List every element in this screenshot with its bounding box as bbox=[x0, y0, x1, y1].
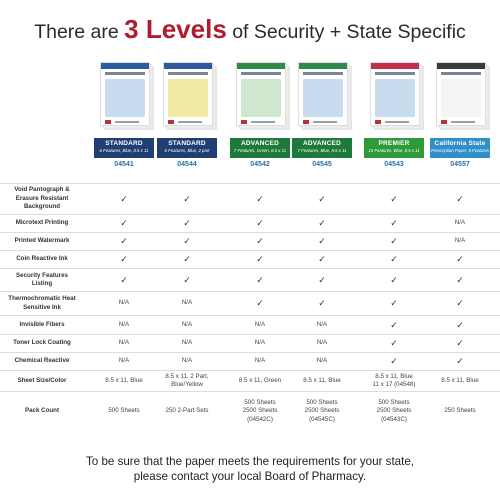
paper-pack-image bbox=[100, 62, 150, 126]
flag-icon bbox=[375, 120, 381, 124]
paper-meta-mark bbox=[313, 121, 337, 123]
table-cell: 500 Sheets 2500 Sheets (04543C) bbox=[376, 398, 412, 423]
table-cell: N/A bbox=[118, 357, 130, 365]
table-row bbox=[0, 334, 500, 352]
paper-sheet-sample bbox=[105, 79, 145, 117]
table-row bbox=[0, 352, 500, 370]
product-code: 04545 bbox=[312, 161, 332, 168]
check-icon: ✓ bbox=[390, 236, 398, 247]
product-name: STANDARD bbox=[168, 140, 206, 147]
table-cell: N/A bbox=[454, 237, 466, 245]
paper-meta-mark bbox=[115, 121, 139, 123]
table-cell: 250 2-Part Sets bbox=[165, 407, 209, 415]
product-name: ADVANCED bbox=[241, 140, 279, 147]
feature-label: Printed Watermark bbox=[14, 237, 70, 245]
feature-label: Sheet Size/Color bbox=[17, 376, 67, 384]
table-cell: N/A bbox=[254, 339, 266, 347]
check-icon: ✓ bbox=[256, 193, 264, 204]
product-code: 04543 bbox=[384, 161, 404, 168]
product-description: 6 Features, Blue, 8.5 x 11 bbox=[99, 148, 149, 153]
paper-title-mark bbox=[241, 72, 281, 75]
table-cell: N/A bbox=[181, 299, 193, 307]
table-row bbox=[0, 268, 500, 291]
table-cell: N/A bbox=[254, 320, 266, 328]
product-name: PREMIER bbox=[378, 140, 410, 147]
feature-label: Pack Count bbox=[24, 407, 60, 415]
check-icon: ✓ bbox=[256, 218, 264, 229]
headline-emphasis: 3 Levels bbox=[124, 14, 227, 44]
check-icon: ✓ bbox=[456, 319, 464, 330]
paper-band bbox=[437, 63, 485, 69]
check-icon: ✓ bbox=[390, 338, 398, 349]
product-label bbox=[230, 138, 290, 158]
flag-icon bbox=[105, 120, 111, 124]
headline-suffix: of Security + State Specific bbox=[226, 21, 466, 43]
paper-sheet-sample bbox=[241, 79, 281, 117]
table-cell: 8.5 x 11, Blue 11 x 17 (04548) bbox=[372, 372, 416, 388]
table-cell: N/A bbox=[181, 320, 193, 328]
footer-note bbox=[0, 455, 500, 484]
check-icon: ✓ bbox=[318, 254, 326, 265]
paper-band bbox=[237, 63, 285, 69]
table-cell: 8.5 x 11, Blue bbox=[303, 376, 341, 384]
flag-icon bbox=[168, 120, 174, 124]
product-description: 7 Features, Green, 8.5 x 11 bbox=[233, 148, 287, 153]
product-card bbox=[157, 62, 217, 180]
flag-icon bbox=[241, 120, 247, 124]
check-icon: ✓ bbox=[390, 218, 398, 229]
check-icon: ✓ bbox=[120, 193, 128, 204]
check-icon: ✓ bbox=[390, 193, 398, 204]
product-code: 04541 bbox=[114, 161, 134, 168]
product-code: 04557 bbox=[450, 161, 470, 168]
paper-sheet-sample bbox=[375, 79, 415, 117]
paper-title-mark bbox=[105, 72, 145, 75]
table-cell: 8.5 x 11, Blue bbox=[441, 376, 479, 384]
table-cell: N/A bbox=[316, 339, 328, 347]
feature-label: Microtext Printing bbox=[15, 219, 69, 227]
table-cell: N/A bbox=[181, 357, 193, 365]
product-name: ADVANCED bbox=[303, 140, 341, 147]
headline-prefix: There are bbox=[34, 21, 125, 43]
table-row bbox=[0, 370, 500, 391]
product-label bbox=[364, 138, 424, 158]
feature-label: Toner Lock Coating bbox=[13, 339, 71, 347]
table-cell: 500 Sheets 2500 Sheets (04545C) bbox=[304, 398, 340, 423]
check-icon: ✓ bbox=[456, 193, 464, 204]
table-cell: N/A bbox=[454, 219, 466, 227]
check-icon: ✓ bbox=[318, 236, 326, 247]
feature-label: Invisible Fibers bbox=[19, 320, 65, 328]
check-icon: ✓ bbox=[390, 254, 398, 265]
check-icon: ✓ bbox=[390, 356, 398, 367]
table-cell: 500 Sheets 2500 Sheets (04542C) bbox=[242, 398, 278, 423]
footer-line-1: To be sure that the paper meets the requirements for your state, bbox=[85, 455, 415, 468]
table-cell: 500 Sheets bbox=[108, 407, 140, 415]
product-description: 6 Features, Blue, 2 part bbox=[164, 148, 210, 153]
paper-band bbox=[299, 63, 347, 69]
check-icon: ✓ bbox=[256, 274, 264, 285]
feature-label: Coin Reactive Ink bbox=[16, 255, 68, 263]
paper-meta-mark bbox=[251, 121, 275, 123]
product-name: STANDARD bbox=[105, 140, 143, 147]
table-row bbox=[0, 391, 500, 431]
check-icon: ✓ bbox=[456, 254, 464, 265]
paper-meta-mark bbox=[178, 121, 202, 123]
paper-band bbox=[164, 63, 212, 69]
check-icon: ✓ bbox=[456, 298, 464, 309]
product-description: 7 Features, Blue, 8.5 x 11 bbox=[297, 148, 347, 153]
check-icon: ✓ bbox=[390, 274, 398, 285]
check-icon: ✓ bbox=[120, 274, 128, 285]
product-code: 04544 bbox=[177, 161, 197, 168]
table-row bbox=[0, 315, 500, 334]
check-icon: ✓ bbox=[456, 338, 464, 349]
paper-sheet-sample bbox=[168, 79, 208, 117]
product-card bbox=[94, 62, 154, 180]
check-icon: ✓ bbox=[183, 274, 191, 285]
paper-band bbox=[101, 63, 149, 69]
table-row bbox=[0, 183, 500, 214]
paper-pack-image bbox=[436, 62, 486, 126]
table-cell: N/A bbox=[316, 320, 328, 328]
product-card bbox=[292, 62, 352, 180]
check-icon: ✓ bbox=[390, 298, 398, 309]
check-icon: ✓ bbox=[318, 274, 326, 285]
check-icon: ✓ bbox=[318, 218, 326, 229]
table-cell: N/A bbox=[254, 357, 266, 365]
paper-title-mark bbox=[168, 72, 208, 75]
check-icon: ✓ bbox=[183, 254, 191, 265]
check-icon: ✓ bbox=[318, 193, 326, 204]
table-cell: 8.5 x 11, Blue bbox=[105, 376, 143, 384]
check-icon: ✓ bbox=[183, 218, 191, 229]
check-icon: ✓ bbox=[256, 298, 264, 309]
paper-title-mark bbox=[303, 72, 343, 75]
check-icon: ✓ bbox=[183, 236, 191, 247]
product-code: 04542 bbox=[250, 161, 270, 168]
table-row bbox=[0, 232, 500, 250]
paper-sheet-sample bbox=[303, 79, 343, 117]
paper-meta-mark bbox=[385, 121, 409, 123]
product-label bbox=[430, 138, 490, 158]
table-cell: N/A bbox=[118, 320, 130, 328]
table-cell: 8.5 x 11, 2 Part, Blue/Yellow bbox=[165, 372, 209, 388]
paper-pack-image bbox=[298, 62, 348, 126]
check-icon: ✓ bbox=[120, 254, 128, 265]
table-cell: N/A bbox=[316, 357, 328, 365]
paper-band bbox=[371, 63, 419, 69]
check-icon: ✓ bbox=[120, 236, 128, 247]
feature-label: Chemical Reactive bbox=[14, 357, 70, 365]
paper-meta-mark bbox=[451, 121, 475, 123]
check-icon: ✓ bbox=[120, 218, 128, 229]
check-icon: ✓ bbox=[256, 236, 264, 247]
table-cell: 8.5 x 11, Green bbox=[238, 376, 282, 384]
feature-label: Thermochromatic Heat Sensitive Ink bbox=[8, 295, 76, 311]
table-cell: N/A bbox=[118, 339, 130, 347]
check-icon: ✓ bbox=[456, 274, 464, 285]
headline bbox=[0, 14, 500, 45]
table-row bbox=[0, 250, 500, 268]
table-row bbox=[0, 291, 500, 315]
product-card bbox=[364, 62, 424, 180]
feature-label: Security Features Listing bbox=[16, 271, 68, 287]
product-card bbox=[430, 62, 490, 180]
paper-sheet-sample bbox=[441, 79, 481, 117]
paper-pack-image bbox=[370, 62, 420, 126]
paper-title-mark bbox=[375, 72, 415, 75]
check-icon: ✓ bbox=[318, 298, 326, 309]
product-card bbox=[230, 62, 290, 180]
table-cell: N/A bbox=[118, 299, 130, 307]
footer-line-2: please contact your local Board of Pharmacy. bbox=[133, 469, 367, 483]
check-icon: ✓ bbox=[256, 254, 264, 265]
flag-icon bbox=[303, 120, 309, 124]
table-row bbox=[0, 214, 500, 232]
check-icon: ✓ bbox=[390, 319, 398, 330]
product-label bbox=[157, 138, 217, 158]
product-description: Prescription Paper, 6 Features bbox=[430, 148, 490, 153]
paper-pack-image bbox=[163, 62, 213, 126]
table-cell: N/A bbox=[181, 339, 193, 347]
flag-icon bbox=[441, 120, 447, 124]
product-label bbox=[292, 138, 352, 158]
product-name: California State bbox=[434, 140, 486, 147]
check-icon: ✓ bbox=[456, 356, 464, 367]
paper-pack-image bbox=[236, 62, 286, 126]
check-icon: ✓ bbox=[183, 193, 191, 204]
product-description: 10 Features, Blue, 8.5 x 11 bbox=[368, 148, 420, 153]
product-label bbox=[94, 138, 154, 158]
table-cell: 250 Sheets bbox=[444, 407, 476, 415]
paper-title-mark bbox=[441, 72, 481, 75]
product-header-row bbox=[84, 62, 500, 180]
feature-label: Void Pantograph & Erasure Resistant Background bbox=[14, 186, 70, 211]
